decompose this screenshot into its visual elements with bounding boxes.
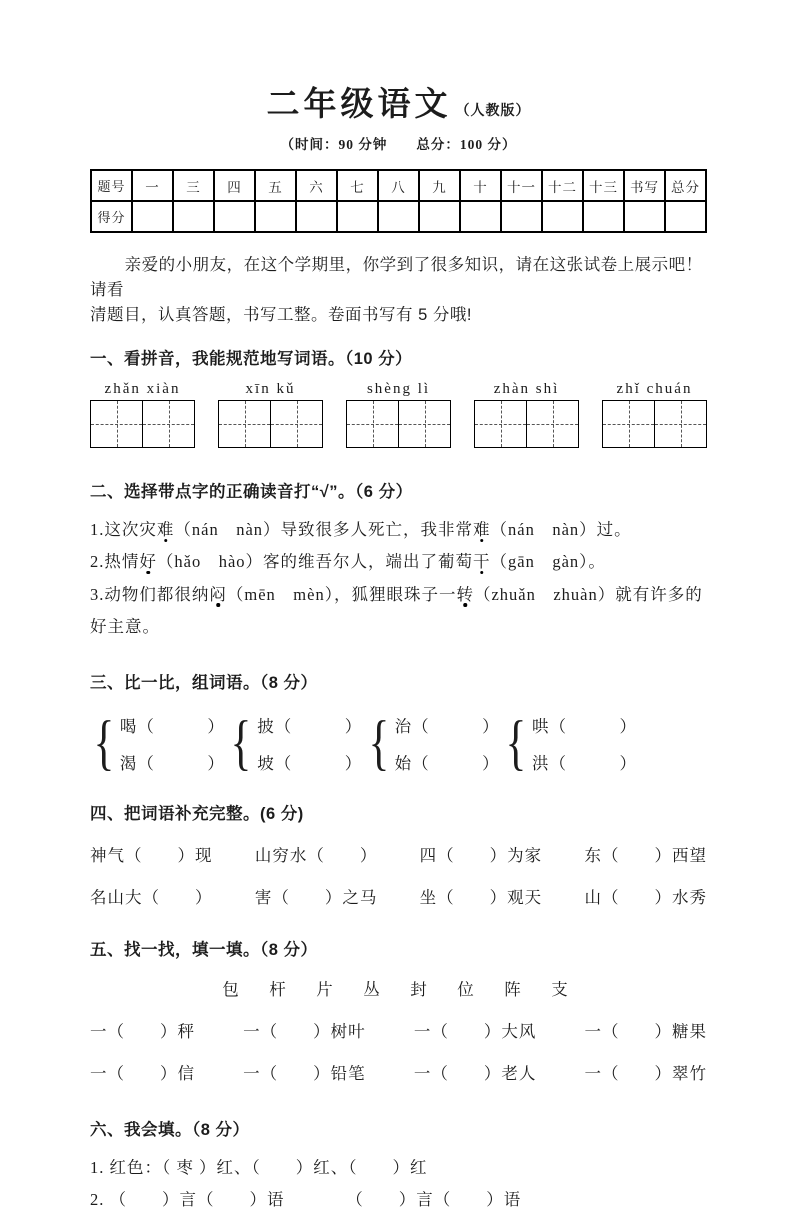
fill-in-line: 2. （ ）言（ ）语 （ ）言（ ）语	[90, 1190, 522, 1210]
idiom-blank: 神气（ ）现	[90, 845, 213, 865]
intro-line: 清题目，认真答题，书写工整。卷面书写有 5 分哦!	[90, 305, 472, 324]
idiom-blank: 四（ ）为家	[419, 845, 543, 865]
idiom-blank: 山（ ）水秀	[584, 887, 707, 907]
score-row-label: 得分	[91, 201, 132, 232]
dotted-character: 好	[139, 552, 157, 572]
pinyin-label: zhǎn xiàn	[104, 381, 181, 398]
question-text: （zhuǎn zhuàn）就有许多的好主意。	[90, 584, 703, 636]
question-text: （hǎo hào）客的维吾尔人，端出了葡萄	[156, 552, 474, 572]
question-text: （nán nàn）导致很多人死亡，我非常	[174, 520, 474, 540]
score-table-header-cell: 八	[378, 170, 419, 201]
measure-word-blank: 一（ ）铅笔	[243, 1063, 366, 1083]
pinyin-word-group	[218, 381, 323, 448]
exam-title: 二年级语文	[266, 87, 452, 123]
dotted-character: 转	[456, 584, 474, 604]
score-table-score-row	[91, 201, 706, 232]
score-table-header-cell: 五	[255, 170, 296, 201]
pinyin-word-group	[90, 381, 195, 448]
question-text: （gān gàn）。	[490, 552, 606, 572]
writing-grid-cell	[398, 401, 450, 447]
score-blank-cell	[378, 201, 419, 232]
dotted-character: 干	[473, 552, 491, 572]
writing-grid	[602, 400, 707, 448]
question-text: 1.这次灾	[90, 520, 157, 540]
pinyin-writing-row	[90, 381, 707, 448]
word-pair-group	[227, 708, 363, 777]
score-table-header-cell: 九	[419, 170, 460, 201]
dotted-character: 难	[156, 520, 175, 540]
word-compare-row	[90, 708, 707, 777]
pinyin-label: xīn kǔ	[245, 381, 296, 398]
score-blank-cell	[419, 201, 460, 232]
idiom-blank: 害（ ）之马	[254, 887, 378, 907]
idiom-fill-row	[90, 884, 707, 908]
score-table-header-cell: 七	[337, 170, 378, 201]
section-3-heading: 三、比一比，组词语。（8 分）	[90, 673, 318, 692]
question-text: （nán nàn）过。	[490, 520, 632, 540]
score-table-header-cell: 六	[296, 170, 337, 201]
score-blank-cell	[665, 201, 706, 232]
score-table-header-cell: 一	[132, 170, 173, 201]
measure-word-row	[90, 1018, 707, 1042]
question-text: 2.热情	[90, 552, 140, 572]
idiom-blank: 名山大（ ）	[90, 887, 213, 907]
exam-edition: （人教版）	[455, 104, 531, 119]
score-blank-cell	[624, 201, 665, 232]
word-blank: 渴（ ）	[119, 753, 225, 773]
brace-glyph: {	[93, 708, 115, 777]
idiom-blank: 山穷水（ ）	[254, 845, 378, 865]
score-blank-cell	[337, 201, 378, 232]
word-blank: 披（ ）	[257, 716, 363, 736]
word-blank: 喝（ ）	[119, 716, 225, 736]
section-1-heading: 一、看拼音，我能规范地写词语。（10 分）	[90, 350, 413, 369]
writing-grid-cell	[219, 401, 270, 447]
word-pair-group	[90, 708, 225, 777]
score-blank-cell	[132, 201, 173, 232]
score-blank-cell	[583, 201, 624, 232]
writing-grid-cell	[526, 401, 578, 447]
measure-word-blank: 一（ ）翠竹	[584, 1063, 707, 1083]
writing-grid	[474, 400, 579, 448]
idiom-fill-row	[90, 842, 707, 866]
score-table-header-cell: 十一	[501, 170, 542, 201]
writing-grid-cell	[91, 401, 142, 447]
writing-grid-cell	[654, 401, 706, 447]
word-blank: 治（ ）	[394, 716, 500, 736]
section-5-heading: 五、找一找，填一填。（8 分）	[90, 940, 318, 959]
pinyin-word-group	[602, 381, 707, 448]
word-blank: 始（ ）	[394, 753, 500, 773]
score-blank-cell	[214, 201, 255, 232]
section-6-heading: 六、我会填。（8 分）	[90, 1120, 250, 1139]
score-table-header-cell: 总分	[665, 170, 706, 201]
writing-grid-cell	[347, 401, 398, 447]
intro-line: 亲爱的小朋友，在这个学期里，你学到了很多知识，请在这张试卷上展示吧！请看	[90, 256, 703, 299]
fill-in-line: 1. 红色：（ 枣 ）红、（ ）红、（ ）红	[90, 1157, 428, 1177]
writing-grid-cell	[475, 401, 526, 447]
idiom-blank: 东（ ）西望	[584, 845, 707, 865]
brace-glyph: {	[505, 708, 527, 777]
section-4-heading: 四、把词语补充完整。(6 分)	[90, 804, 304, 823]
score-table-header-cell: 四	[214, 170, 255, 201]
measure-word-blank: 一（ ）糖果	[584, 1021, 707, 1041]
word-pair-group	[365, 708, 500, 777]
word-blank: 坡（ ）	[257, 753, 363, 773]
question-line	[90, 579, 707, 643]
score-blank-cell	[296, 201, 337, 232]
brace-glyph: {	[368, 708, 390, 777]
score-table-header-cell: 十三	[583, 170, 624, 201]
pinyin-label: zhàn shì	[493, 381, 560, 398]
score-blank-cell	[542, 201, 583, 232]
section-2-heading: 二、选择带点字的正确读音打“√”。（6 分）	[90, 483, 413, 502]
question-line	[90, 514, 707, 546]
score-table-header-cell: 题号	[91, 170, 132, 201]
exam-time-score: （时间：90 分钟 总分：100 分）	[280, 137, 517, 152]
dotted-character: 难	[473, 520, 491, 540]
writing-grid-cell	[603, 401, 654, 447]
score-blank-cell	[255, 201, 296, 232]
question-text: （mēn mèn），狐狸眼珠子一	[226, 584, 457, 604]
question-line	[90, 546, 707, 578]
idiom-blank: 坐（ ）观天	[419, 887, 543, 907]
measure-word-bank: 包 杆 片 丛 封 位 阵 支	[222, 979, 575, 999]
brace-glyph: {	[230, 708, 252, 777]
measure-word-blank: 一（ ）信	[90, 1063, 195, 1083]
dotted-character: 闷	[209, 584, 227, 604]
score-blank-cell	[501, 201, 542, 232]
pinyin-word-group	[346, 381, 451, 448]
score-table	[90, 169, 707, 233]
measure-word-row	[90, 1060, 707, 1084]
score-table-header-cell: 三	[173, 170, 214, 201]
measure-word-blank: 一（ ）大风	[413, 1021, 537, 1041]
measure-word-blank: 一（ ）秤	[90, 1021, 195, 1041]
word-blank: 哄（ ）	[531, 716, 637, 736]
writing-grid	[90, 400, 195, 448]
score-blank-cell	[460, 201, 501, 232]
pinyin-label: shèng lì	[366, 381, 431, 398]
score-blank-cell	[173, 201, 214, 232]
score-table-header-cell: 书写	[624, 170, 665, 201]
score-table-header-cell: 十二	[542, 170, 583, 201]
pinyin-word-group	[474, 381, 579, 448]
score-table-header-row	[91, 170, 706, 201]
measure-word-blank: 一（ ）老人	[413, 1063, 537, 1083]
word-pair-group	[502, 708, 637, 777]
writing-grid-cell	[270, 401, 322, 447]
score-table-header-cell: 十	[460, 170, 501, 201]
writing-grid	[218, 400, 323, 448]
writing-grid-cell	[142, 401, 194, 447]
intro-paragraph	[90, 253, 707, 327]
question-text: 3.动物们都很纳	[90, 584, 210, 604]
page-title	[90, 78, 707, 125]
word-blank: 洪（ ）	[531, 753, 637, 773]
writing-grid	[346, 400, 451, 448]
pinyin-label: zhǐ chuán	[616, 381, 693, 398]
measure-word-blank: 一（ ）树叶	[243, 1021, 366, 1041]
